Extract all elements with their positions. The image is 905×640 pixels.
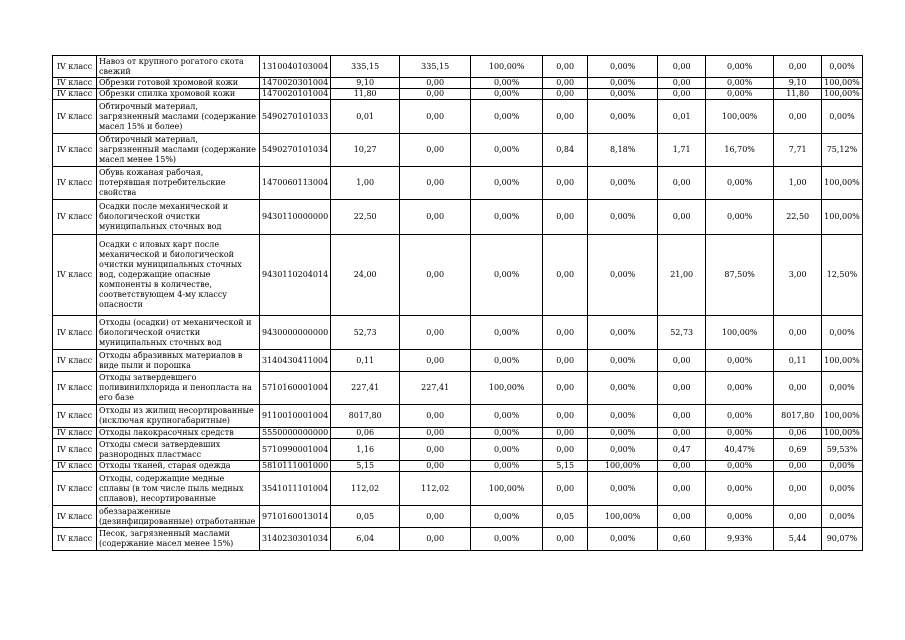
total-mass-cell: 0,01 xyxy=(331,100,400,134)
share-2-cell: 100,00% xyxy=(588,461,658,472)
fkko-code-cell: 3541011101004 xyxy=(260,472,331,506)
waste-name-cell: Обувь кожаная рабочая, потерявшая потребительские свойства xyxy=(97,167,260,200)
hazard-class-cell: IV класс xyxy=(53,167,97,200)
share-1-cell: 0,00% xyxy=(471,200,543,235)
share-2-cell: 8,18% xyxy=(588,134,658,167)
mass-4-cell: 8017,80 xyxy=(774,405,822,428)
table-row xyxy=(53,528,863,551)
mass-3-cell: 0,00 xyxy=(658,405,706,428)
mass-4-cell: 0,06 xyxy=(774,428,822,439)
share-2-cell: 0,00% xyxy=(588,89,658,100)
mass-1-cell: 0,00 xyxy=(400,405,471,428)
table-row xyxy=(53,56,863,78)
share-4-cell: 100,00% xyxy=(822,405,863,428)
table-row xyxy=(53,89,863,100)
mass-3-cell: 0,00 xyxy=(658,428,706,439)
mass-2-cell: 0,00 xyxy=(543,235,588,316)
share-3-cell: 0,00% xyxy=(706,461,774,472)
mass-3-cell: 0,60 xyxy=(658,528,706,551)
mass-4-cell: 0,00 xyxy=(774,372,822,405)
share-3-cell: 9,93% xyxy=(706,528,774,551)
share-2-cell: 0,00% xyxy=(588,100,658,134)
table-row xyxy=(53,350,863,372)
table-row xyxy=(53,100,863,134)
hazard-class-cell: IV класс xyxy=(53,78,97,89)
share-3-cell: 0,00% xyxy=(706,56,774,78)
fkko-code-cell: 3140430411004 xyxy=(260,350,331,372)
table-row xyxy=(53,78,863,89)
mass-1-cell: 0,00 xyxy=(400,200,471,235)
fkko-code-cell: 9430000000000 xyxy=(260,316,331,350)
waste-name-cell: Обтирочный материал, загрязненный маслами (содержание масел менее 15%) xyxy=(97,134,260,167)
mass-3-cell: 52,73 xyxy=(658,316,706,350)
mass-1-cell: 0,00 xyxy=(400,134,471,167)
mass-2-cell: 0,00 xyxy=(543,428,588,439)
mass-1-cell: 0,00 xyxy=(400,428,471,439)
table-row xyxy=(53,134,863,167)
waste-name-cell: Отходы затвердевшего поливинилхлорида и пенопласта на его базе xyxy=(97,372,260,405)
table-row xyxy=(53,316,863,350)
total-mass-cell: 6,04 xyxy=(331,528,400,551)
waste-name-cell: Осадки после механической и биологической очистки муниципальных сточных вод xyxy=(97,200,260,235)
mass-3-cell: 1,71 xyxy=(658,134,706,167)
mass-2-cell: 0,00 xyxy=(543,350,588,372)
share-2-cell: 0,00% xyxy=(588,350,658,372)
share-1-cell: 0,00% xyxy=(471,100,543,134)
mass-2-cell: 0,05 xyxy=(543,506,588,528)
total-mass-cell: 24,00 xyxy=(331,235,400,316)
waste-name-cell: Обрезки готовой хромовой кожи xyxy=(97,78,260,89)
fkko-code-cell: 1470020101004 xyxy=(260,89,331,100)
table-row xyxy=(53,372,863,405)
total-mass-cell: 112,02 xyxy=(331,472,400,506)
mass-4-cell: 0,00 xyxy=(774,100,822,134)
mass-3-cell: 0,00 xyxy=(658,78,706,89)
total-mass-cell: 335,15 xyxy=(331,56,400,78)
mass-3-cell: 0,00 xyxy=(658,461,706,472)
mass-2-cell: 0,00 xyxy=(543,528,588,551)
total-mass-cell: 9,10 xyxy=(331,78,400,89)
mass-1-cell: 112,02 xyxy=(400,472,471,506)
share-4-cell: 0,00% xyxy=(822,506,863,528)
mass-1-cell: 0,00 xyxy=(400,350,471,372)
total-mass-cell: 227,41 xyxy=(331,372,400,405)
mass-1-cell: 0,00 xyxy=(400,439,471,461)
waste-table xyxy=(52,55,863,551)
share-1-cell: 0,00% xyxy=(471,461,543,472)
hazard-class-cell: IV класс xyxy=(53,461,97,472)
share-1-cell: 0,00% xyxy=(471,428,543,439)
hazard-class-cell: IV класс xyxy=(53,200,97,235)
table-row xyxy=(53,506,863,528)
hazard-class-cell: IV класс xyxy=(53,405,97,428)
mass-3-cell: 21,00 xyxy=(658,235,706,316)
waste-name-cell: Отходы (осадки) от механической и биологической очистки муниципальных сточных вод xyxy=(97,316,260,350)
hazard-class-cell: IV класс xyxy=(53,235,97,316)
share-3-cell: 100,00% xyxy=(706,100,774,134)
mass-3-cell: 0,00 xyxy=(658,56,706,78)
mass-3-cell: 0,00 xyxy=(658,506,706,528)
share-2-cell: 0,00% xyxy=(588,200,658,235)
share-2-cell: 0,00% xyxy=(588,528,658,551)
fkko-code-cell: 9710160013014 xyxy=(260,506,331,528)
share-1-cell: 0,00% xyxy=(471,316,543,350)
waste-name-cell: Обтирочный материал, загрязненный маслами (содержание масел 15% и более) xyxy=(97,100,260,134)
fkko-code-cell: 5810111001000 xyxy=(260,461,331,472)
share-3-cell: 100,00% xyxy=(706,316,774,350)
share-4-cell: 100,00% xyxy=(822,428,863,439)
mass-4-cell: 11,80 xyxy=(774,89,822,100)
mass-2-cell: 0,00 xyxy=(543,405,588,428)
mass-1-cell: 0,00 xyxy=(400,461,471,472)
share-4-cell: 100,00% xyxy=(822,89,863,100)
share-3-cell: 16,70% xyxy=(706,134,774,167)
share-3-cell: 0,00% xyxy=(706,506,774,528)
waste-name-cell: Отходы смеси затвердевших разнородных пластмасс xyxy=(97,439,260,461)
share-1-cell: 100,00% xyxy=(471,56,543,78)
share-3-cell: 0,00% xyxy=(706,167,774,200)
fkko-code-cell: 5550000000000 xyxy=(260,428,331,439)
share-3-cell: 0,00% xyxy=(706,89,774,100)
mass-3-cell: 0,00 xyxy=(658,89,706,100)
mass-1-cell: 335,15 xyxy=(400,56,471,78)
share-4-cell: 0,00% xyxy=(822,472,863,506)
fkko-code-cell: 3140230301034 xyxy=(260,528,331,551)
share-4-cell: 0,00% xyxy=(822,316,863,350)
hazard-class-cell: IV класс xyxy=(53,350,97,372)
mass-2-cell: 0,00 xyxy=(543,56,588,78)
waste-name-cell: Песок, загрязненный маслами (содержание масел менее 15%) xyxy=(97,528,260,551)
mass-2-cell: 0,00 xyxy=(543,372,588,405)
fkko-code-cell: 1470060113004 xyxy=(260,167,331,200)
hazard-class-cell: IV класс xyxy=(53,372,97,405)
mass-4-cell: 0,00 xyxy=(774,56,822,78)
mass-2-cell: 0,00 xyxy=(543,200,588,235)
share-1-cell: 0,00% xyxy=(471,167,543,200)
mass-2-cell: 0,00 xyxy=(543,439,588,461)
hazard-class-cell: IV класс xyxy=(53,134,97,167)
total-mass-cell: 1,00 xyxy=(331,167,400,200)
share-1-cell: 0,00% xyxy=(471,235,543,316)
hazard-class-cell: IV класс xyxy=(53,439,97,461)
waste-name-cell: Навоз от крупного рогатого скота свежий xyxy=(97,56,260,78)
share-2-cell: 0,00% xyxy=(588,472,658,506)
share-2-cell: 0,00% xyxy=(588,316,658,350)
share-4-cell: 75,12% xyxy=(822,134,863,167)
document-page xyxy=(52,55,863,551)
share-1-cell: 0,00% xyxy=(471,134,543,167)
mass-4-cell: 0,00 xyxy=(774,316,822,350)
table-row xyxy=(53,472,863,506)
share-2-cell: 0,00% xyxy=(588,235,658,316)
mass-1-cell: 0,00 xyxy=(400,89,471,100)
share-2-cell: 100,00% xyxy=(588,506,658,528)
mass-1-cell: 0,00 xyxy=(400,316,471,350)
share-2-cell: 0,00% xyxy=(588,405,658,428)
mass-4-cell: 5,44 xyxy=(774,528,822,551)
mass-1-cell: 0,00 xyxy=(400,506,471,528)
fkko-code-cell: 5710160001004 xyxy=(260,372,331,405)
fkko-code-cell: 5710990001004 xyxy=(260,439,331,461)
mass-2-cell: 0,00 xyxy=(543,167,588,200)
hazard-class-cell: IV класс xyxy=(53,506,97,528)
mass-1-cell: 0,00 xyxy=(400,167,471,200)
fkko-code-cell: 5490270101033 xyxy=(260,100,331,134)
share-2-cell: 0,00% xyxy=(588,78,658,89)
share-1-cell: 100,00% xyxy=(471,472,543,506)
mass-3-cell: 0,00 xyxy=(658,372,706,405)
fkko-code-cell: 9430110204014 xyxy=(260,235,331,316)
share-3-cell: 87,50% xyxy=(706,235,774,316)
hazard-class-cell: IV класс xyxy=(53,89,97,100)
fkko-code-cell: 5490270101034 xyxy=(260,134,331,167)
waste-name-cell: Отходы абразивных материалов в виде пыли и порошка xyxy=(97,350,260,372)
table-row xyxy=(53,439,863,461)
share-1-cell: 0,00% xyxy=(471,350,543,372)
mass-3-cell: 0,47 xyxy=(658,439,706,461)
share-1-cell: 0,00% xyxy=(471,506,543,528)
hazard-class-cell: IV класс xyxy=(53,316,97,350)
fkko-code-cell: 1310040103004 xyxy=(260,56,331,78)
share-1-cell: 0,00% xyxy=(471,78,543,89)
share-1-cell: 100,00% xyxy=(471,372,543,405)
mass-3-cell: 0,00 xyxy=(658,167,706,200)
hazard-class-cell: IV класс xyxy=(53,100,97,134)
total-mass-cell: 0,05 xyxy=(331,506,400,528)
mass-3-cell: 0,01 xyxy=(658,100,706,134)
table-row xyxy=(53,235,863,316)
mass-2-cell: 0,00 xyxy=(543,316,588,350)
waste-name-cell: Осадки с иловых карт после механической и биологической очистки муниципальных сточных вод, содержащие опасные компоненты в количестве, соответствующем 4-му классу опасности xyxy=(97,235,260,316)
mass-4-cell: 7,71 xyxy=(774,134,822,167)
share-1-cell: 0,00% xyxy=(471,439,543,461)
total-mass-cell: 0,11 xyxy=(331,350,400,372)
mass-4-cell: 0,69 xyxy=(774,439,822,461)
hazard-class-cell: IV класс xyxy=(53,472,97,506)
total-mass-cell: 0,06 xyxy=(331,428,400,439)
hazard-class-cell: IV класс xyxy=(53,528,97,551)
total-mass-cell: 10,27 xyxy=(331,134,400,167)
mass-4-cell: 0,00 xyxy=(774,461,822,472)
share-3-cell: 0,00% xyxy=(706,200,774,235)
share-4-cell: 100,00% xyxy=(822,167,863,200)
mass-2-cell: 0,84 xyxy=(543,134,588,167)
share-4-cell: 90,07% xyxy=(822,528,863,551)
total-mass-cell: 52,73 xyxy=(331,316,400,350)
mass-4-cell: 0,11 xyxy=(774,350,822,372)
table-row xyxy=(53,461,863,472)
mass-1-cell: 0,00 xyxy=(400,528,471,551)
mass-3-cell: 0,00 xyxy=(658,200,706,235)
share-3-cell: 0,00% xyxy=(706,428,774,439)
mass-1-cell: 227,41 xyxy=(400,372,471,405)
total-mass-cell: 5,15 xyxy=(331,461,400,472)
share-4-cell: 100,00% xyxy=(822,350,863,372)
share-1-cell: 0,00% xyxy=(471,405,543,428)
mass-1-cell: 0,00 xyxy=(400,235,471,316)
waste-name-cell: Отходы лакокрасочных средств xyxy=(97,428,260,439)
share-4-cell: 100,00% xyxy=(822,78,863,89)
fkko-code-cell: 9430110000000 xyxy=(260,200,331,235)
mass-3-cell: 0,00 xyxy=(658,350,706,372)
mass-4-cell: 3,00 xyxy=(774,235,822,316)
total-mass-cell: 8017,80 xyxy=(331,405,400,428)
mass-2-cell: 0,00 xyxy=(543,100,588,134)
mass-2-cell: 0,00 xyxy=(543,78,588,89)
fkko-code-cell: 1470020301004 xyxy=(260,78,331,89)
total-mass-cell: 22,50 xyxy=(331,200,400,235)
share-4-cell: 12,50% xyxy=(822,235,863,316)
waste-name-cell: Обрезки спилка хромовой кожи xyxy=(97,89,260,100)
share-4-cell: 59,53% xyxy=(822,439,863,461)
share-2-cell: 0,00% xyxy=(588,56,658,78)
share-1-cell: 0,00% xyxy=(471,89,543,100)
mass-4-cell: 9,10 xyxy=(774,78,822,89)
mass-2-cell: 5,15 xyxy=(543,461,588,472)
fkko-code-cell: 9110010001004 xyxy=(260,405,331,428)
waste-name-cell: Отходы тканей, старая одежда xyxy=(97,461,260,472)
hazard-class-cell: IV класс xyxy=(53,56,97,78)
share-4-cell: 0,00% xyxy=(822,56,863,78)
share-1-cell: 0,00% xyxy=(471,528,543,551)
share-4-cell: 0,00% xyxy=(822,461,863,472)
table-row xyxy=(53,428,863,439)
share-4-cell: 0,00% xyxy=(822,100,863,134)
share-3-cell: 0,00% xyxy=(706,350,774,372)
share-2-cell: 0,00% xyxy=(588,439,658,461)
share-2-cell: 0,00% xyxy=(588,428,658,439)
mass-1-cell: 0,00 xyxy=(400,100,471,134)
mass-4-cell: 0,00 xyxy=(774,472,822,506)
waste-name-cell: Отходы из жилищ несортированные (исключая крупногабаритные) xyxy=(97,405,260,428)
table-row xyxy=(53,167,863,200)
mass-4-cell: 0,00 xyxy=(774,506,822,528)
waste-name-cell: обеззараженные (дезинфицированные) отработанные xyxy=(97,506,260,528)
mass-3-cell: 0,00 xyxy=(658,472,706,506)
total-mass-cell: 1,16 xyxy=(331,439,400,461)
share-3-cell: 0,00% xyxy=(706,78,774,89)
share-4-cell: 0,00% xyxy=(822,372,863,405)
share-2-cell: 0,00% xyxy=(588,167,658,200)
share-3-cell: 0,00% xyxy=(706,372,774,405)
hazard-class-cell: IV класс xyxy=(53,428,97,439)
share-4-cell: 100,00% xyxy=(822,200,863,235)
mass-4-cell: 1,00 xyxy=(774,167,822,200)
share-3-cell: 0,00% xyxy=(706,405,774,428)
share-2-cell: 0,00% xyxy=(588,372,658,405)
table-row xyxy=(53,200,863,235)
mass-4-cell: 22,50 xyxy=(774,200,822,235)
mass-2-cell: 0,00 xyxy=(543,472,588,506)
mass-2-cell: 0,00 xyxy=(543,89,588,100)
mass-1-cell: 0,00 xyxy=(400,78,471,89)
total-mass-cell: 11,80 xyxy=(331,89,400,100)
share-3-cell: 40,47% xyxy=(706,439,774,461)
waste-name-cell: Отходы, содержащие медные сплавы (в том числе пыль медных сплавов), несортированные xyxy=(97,472,260,506)
share-3-cell: 0,00% xyxy=(706,472,774,506)
table-row xyxy=(53,405,863,428)
